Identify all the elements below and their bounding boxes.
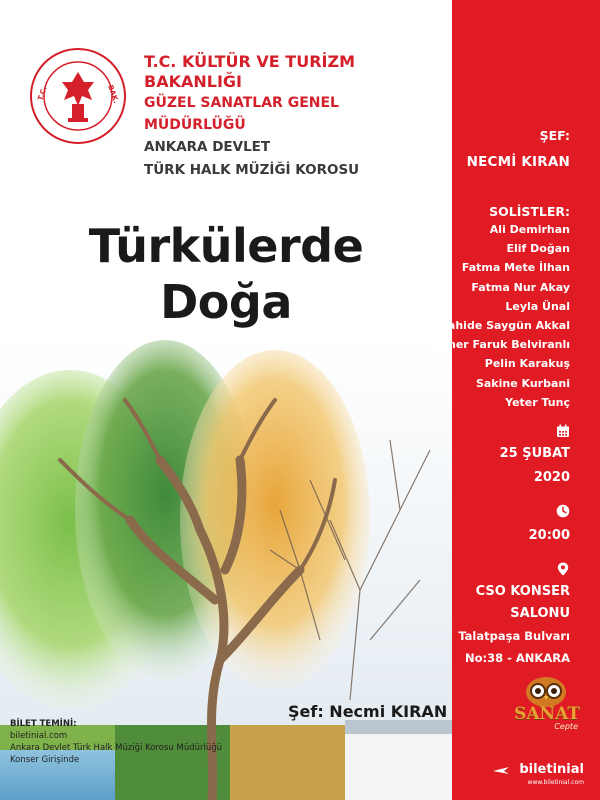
address-line-1: Talatpaşa Bulvarı — [458, 629, 570, 643]
soloist-name: Ali Demirhan — [489, 223, 570, 236]
event-title-line-2: Doğa — [160, 275, 292, 329]
soloist-name: Fatma Mete İlhan — [461, 261, 570, 275]
venue-line-2: SALONU — [510, 606, 570, 621]
ticket-line: Konser Girişinde — [10, 755, 80, 765]
event-date-day: 25 ŞUBAT — [499, 446, 570, 461]
sanat-logo: SANAT — [514, 704, 580, 724]
soloists-label: SOLİSTLER: — [489, 204, 570, 219]
event-title-line-1: Türkülerde — [88, 219, 364, 273]
biletinial-logo: biletinial — [519, 762, 584, 777]
ticket-line: biletinial.com — [10, 731, 68, 741]
event-time: 20:00 — [528, 528, 570, 543]
soloist-name: Yeter Tunç — [505, 395, 570, 409]
plane-icon — [492, 765, 510, 775]
venue-line-1: CSO KONSER — [475, 584, 570, 599]
svg-text:T.C.: T.C. — [36, 85, 49, 102]
ticket-info — [10, 718, 270, 766]
ministry-line-2: GÜZEL SANATLAR GENEL MÜDÜRLÜĞÜ — [144, 95, 339, 133]
soloist-name: Elif Doğan — [506, 242, 570, 256]
chef-name: NECMİ KIRAN — [466, 154, 570, 170]
soloist-name: Ömer Faruk Belviranlı — [435, 338, 570, 352]
sanat-logo-sub: Cepte — [554, 722, 578, 731]
soloist-name: Sakine Kurbani — [475, 376, 570, 390]
info-panel — [435, 0, 600, 800]
chef-label: ŞEF: — [539, 128, 570, 143]
calendar-icon — [556, 424, 570, 438]
choir-line-1: ANKARA DEVLET — [144, 139, 271, 155]
ministry-seal-icon — [28, 46, 128, 146]
address-line-2: No:38 - ANKARA — [465, 651, 570, 665]
choir-line-2: TÜRK HALK MÜZİĞİ KOROSU — [144, 162, 360, 178]
soloist-name: Nahide Saygün Akkal — [438, 319, 570, 333]
soloist-name: Pelin Karakuş — [484, 357, 570, 371]
svg-text:BAK.: BAK. — [106, 83, 121, 105]
ticket-heading: BİLET TEMİNİ: — [10, 719, 77, 729]
soloist-name: Fatma Nur Akay — [471, 280, 570, 294]
conductor-caption: Şef: Necmi KIRAN — [288, 702, 448, 721]
ministry-line-1: T.C. KÜLTÜR VE TURİZM BAKANLIĞI — [144, 52, 355, 91]
soloists-list — [435, 220, 570, 412]
biletinial-url: www.biletinial.com — [527, 779, 584, 786]
event-date-year: 2020 — [533, 470, 570, 485]
ministry-header — [144, 52, 444, 182]
location-pin-icon — [556, 562, 570, 576]
ticket-line: Ankara Devlet Türk Halk Müziği Korosu Müdürlüğü — [10, 743, 223, 753]
soloist-name: Leyla Ünal — [505, 299, 570, 313]
clock-icon — [556, 504, 570, 518]
